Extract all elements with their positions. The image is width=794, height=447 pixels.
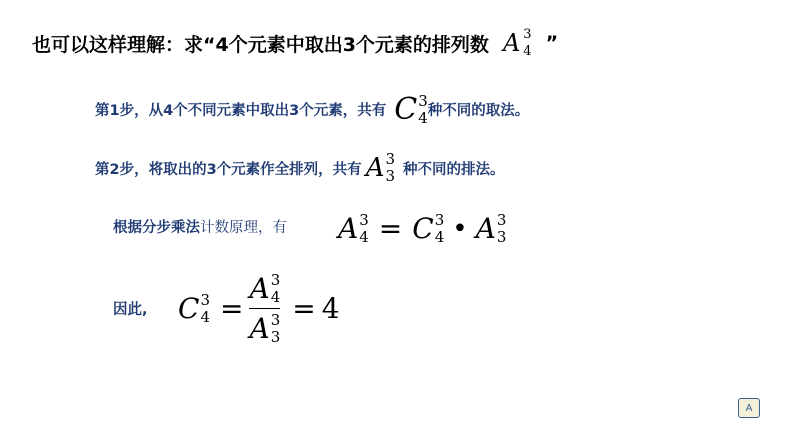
step-1: [95, 92, 529, 127]
conclusion-result: 4: [321, 292, 340, 325]
rule-text-bold: 根据分步乘法: [113, 220, 200, 236]
step-2-text-after: 种不同的排法。: [403, 161, 505, 178]
conclusion-fraction: [249, 272, 280, 345]
fraction-numerator: A 3 4: [249, 270, 281, 306]
conclusion-label: 因此,: [113, 302, 148, 318]
page-title: [32, 28, 558, 58]
rule-equation: [338, 212, 506, 245]
step-2-text-before: 第2步，将取出的3个元素作全排列，共有: [95, 161, 362, 178]
fraction-denominator: A 3 3: [249, 310, 281, 346]
conclusion-lhs: C 3 4: [178, 290, 210, 326]
title-text: 也可以这样理解：求“4个元素中取出3个元素的排列数: [32, 33, 489, 56]
step-1-text-before: 第1步，从4个不同元素中取出3个元素，共有: [95, 103, 387, 119]
step-1-combination-symbol: C 3 4: [394, 91, 428, 127]
slide-thumbnail-glyph: A: [745, 402, 753, 414]
rule-line: [113, 216, 287, 237]
rule-term-2: A 3 3: [475, 210, 507, 246]
rule-text-normal: 计数原理，有: [200, 220, 287, 236]
rule-equals: =: [378, 212, 403, 245]
fraction-bar: [249, 308, 280, 309]
step-2: [95, 152, 505, 184]
rule-lhs: A 3 4: [338, 210, 369, 246]
conclusion-equals-2: =: [292, 292, 316, 325]
rule-multiply-dot: •: [452, 213, 468, 244]
step-2-permutation-symbol: A 3 3: [365, 150, 396, 185]
conclusion-equation: [178, 272, 340, 345]
slide-thumbnail-icon[interactable]: [738, 398, 760, 418]
rule-term-1: C 3 4: [412, 210, 445, 246]
step-1-text-after: 种不同的取法。: [427, 103, 530, 119]
title-close-quote: ”: [545, 32, 559, 54]
conclusion-equals-1: =: [219, 292, 244, 325]
title-permutation-symbol: A 3 4: [502, 27, 532, 59]
